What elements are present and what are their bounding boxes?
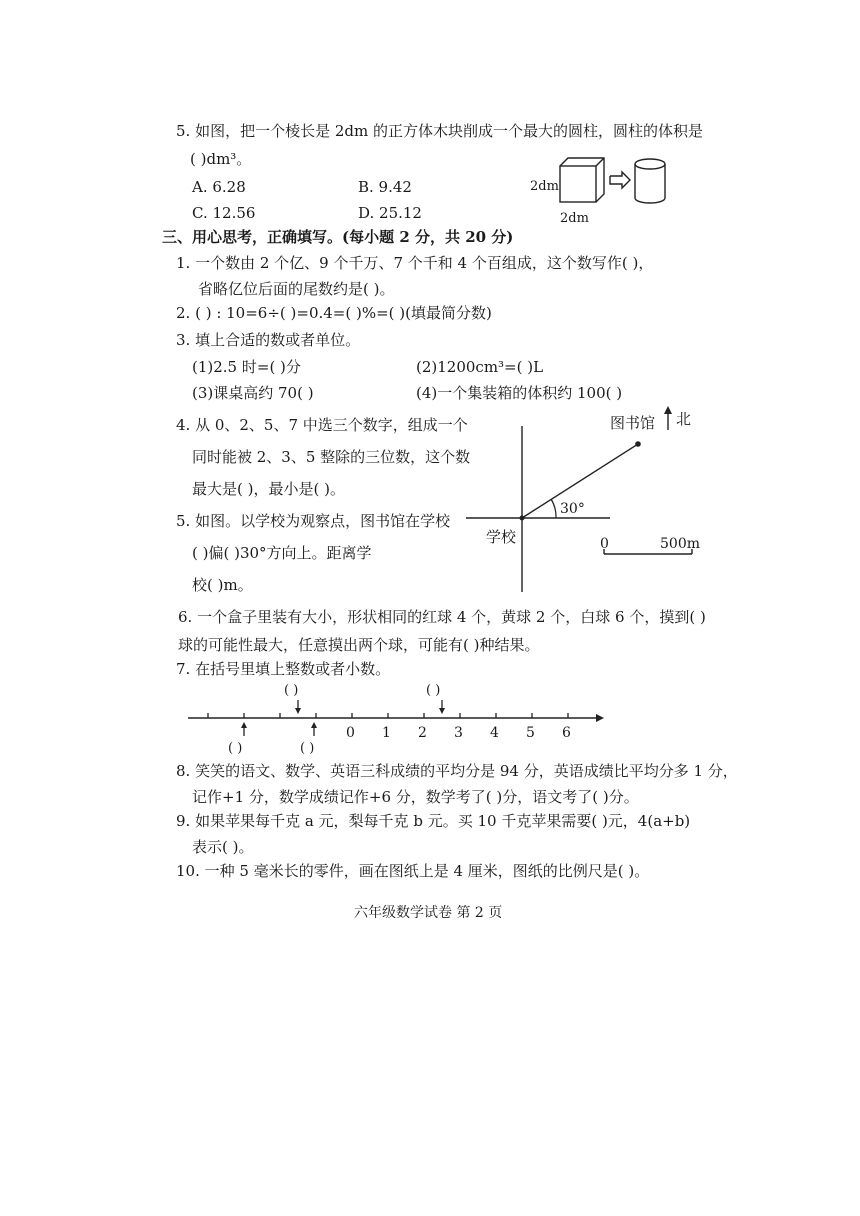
right-arrow-icon [610,172,630,188]
q5-line1: 5. 如图，把一个棱长是 2dm 的正方体木块削成一个最大的圆柱，圆柱的体积是 [176,122,703,140]
s3-q6-line1: 6. 一个盒子里装有大小，形状相同的红球 4 个，黄球 2 个，白球 6 个，摸到( ) [178,608,706,626]
s3-q1-line1: 1. 一个数由 2 个亿、9 个千万、7 个千和 4 个百组成，这个数写作( )， [176,254,654,272]
library-label: 图书馆 [610,414,656,432]
q5-option-b: B. 9.42 [358,178,412,196]
number-line [186,680,606,760]
tick-0: 0 [346,725,355,741]
north-label: 北 [676,410,692,428]
tick-3: 3 [454,725,463,741]
s3-q8-line1: 8. 笑笑的语文、数学、英语三科成绩的平均分是 94 分，英语成绩比平均分多 1 分， [176,762,738,780]
cylinder-icon [635,159,665,203]
cube-bottom-label: 2dm [560,211,589,226]
s3-q9-line1: 9. 如果苹果每千克 a 元，梨每千克 b 元。买 10 千克苹果需要( )元，4(a+b) [176,812,691,830]
tick-4: 4 [490,725,499,741]
up-arrow-icon [241,722,247,728]
school-label: 学校 [486,528,517,546]
scale-zero: 0 [600,536,609,552]
tick-6: 6 [562,725,571,741]
north-arrow-icon [664,406,672,414]
blank-below-1: ( ) [228,741,243,756]
s3-q5-line2: ( )偏( )30°方向上。距离学 [192,544,372,562]
direction-map [460,400,710,596]
section3-heading: 三、用心思考，正确填写。(每小题 2 分，共 20 分) [162,228,514,246]
blank-above-1: ( ) [284,683,299,698]
cube-side-label: 2dm [530,179,559,194]
scale-end: 500m [660,536,700,552]
page-footer: 六年级数学试卷 第 2 页 [354,905,503,921]
s3-q9-line2: 表示( )。 [192,838,254,856]
angle-arc [551,499,556,518]
s3-q8-line2: 记作+1 分，数学成绩记作+6 分，数学考了( )分，语文考了( )分。 [192,788,639,806]
tick-5: 5 [526,725,535,741]
s3-q3-line1: 3. 填上合适的数或者单位。 [176,331,361,349]
s3-q4-line1: 4. 从 0、2、5、7 中选三个数字，组成一个 [176,416,468,434]
q5-option-a: A. 6.28 [192,178,246,196]
s3-q10-line1: 10. 一种 5 毫米长的零件，画在图纸上是 4 厘米，图纸的比例尺是( )。 [176,862,650,880]
s3-q5-line3: 校( )m。 [192,576,253,594]
s3-q2-line1: 2. ( ) : 10=6÷( )=0.4=( )%=( )(填最简分数) [176,304,492,322]
school-point [520,516,525,521]
s3-q3-b: (2)1200cm³=( )L [416,358,544,376]
s3-q4-line3: 最大是( )，最小是( )。 [192,480,345,498]
s3-q5-line1: 5. 如图。以学校为观察点，图书馆在学校 [176,512,451,530]
q5-option-c: C. 12.56 [192,204,256,222]
s3-q3-a: (1)2.5 时=( )分 [192,358,301,376]
s3-q3-d: (4)一个集装箱的体积约 100( ) [416,384,623,402]
blank-above-2: ( ) [426,683,441,698]
blank-below-2: ( ) [300,741,315,756]
tick-1: 1 [382,725,391,741]
s3-q4-line2: 同时能被 2、3、5 整除的三位数，这个数 [192,448,471,466]
cube-cylinder-figure [520,150,680,228]
cube-icon [560,158,604,202]
angle-label: 30° [560,501,585,517]
q5-line2: ( )dm³。 [190,150,252,168]
s3-q1-line2: 省略亿位后面的尾数约是( )。 [198,280,395,298]
down-arrow-icon [439,708,445,714]
library-point [635,441,641,447]
up-arrow-icon [311,722,317,728]
down-arrow-icon [295,708,301,714]
tick-2: 2 [418,725,427,741]
s3-q7-line1: 7. 在括号里填上整数或者小数。 [176,660,391,678]
s3-q3-c: (3)课桌高约 70( ) [192,384,314,402]
s3-q6-line2: 球的可能性最大，任意摸出两个球，可能有( )种结果。 [178,636,540,654]
number-line-arrow-icon [596,714,604,722]
q5-option-d: D. 25.12 [358,204,422,222]
